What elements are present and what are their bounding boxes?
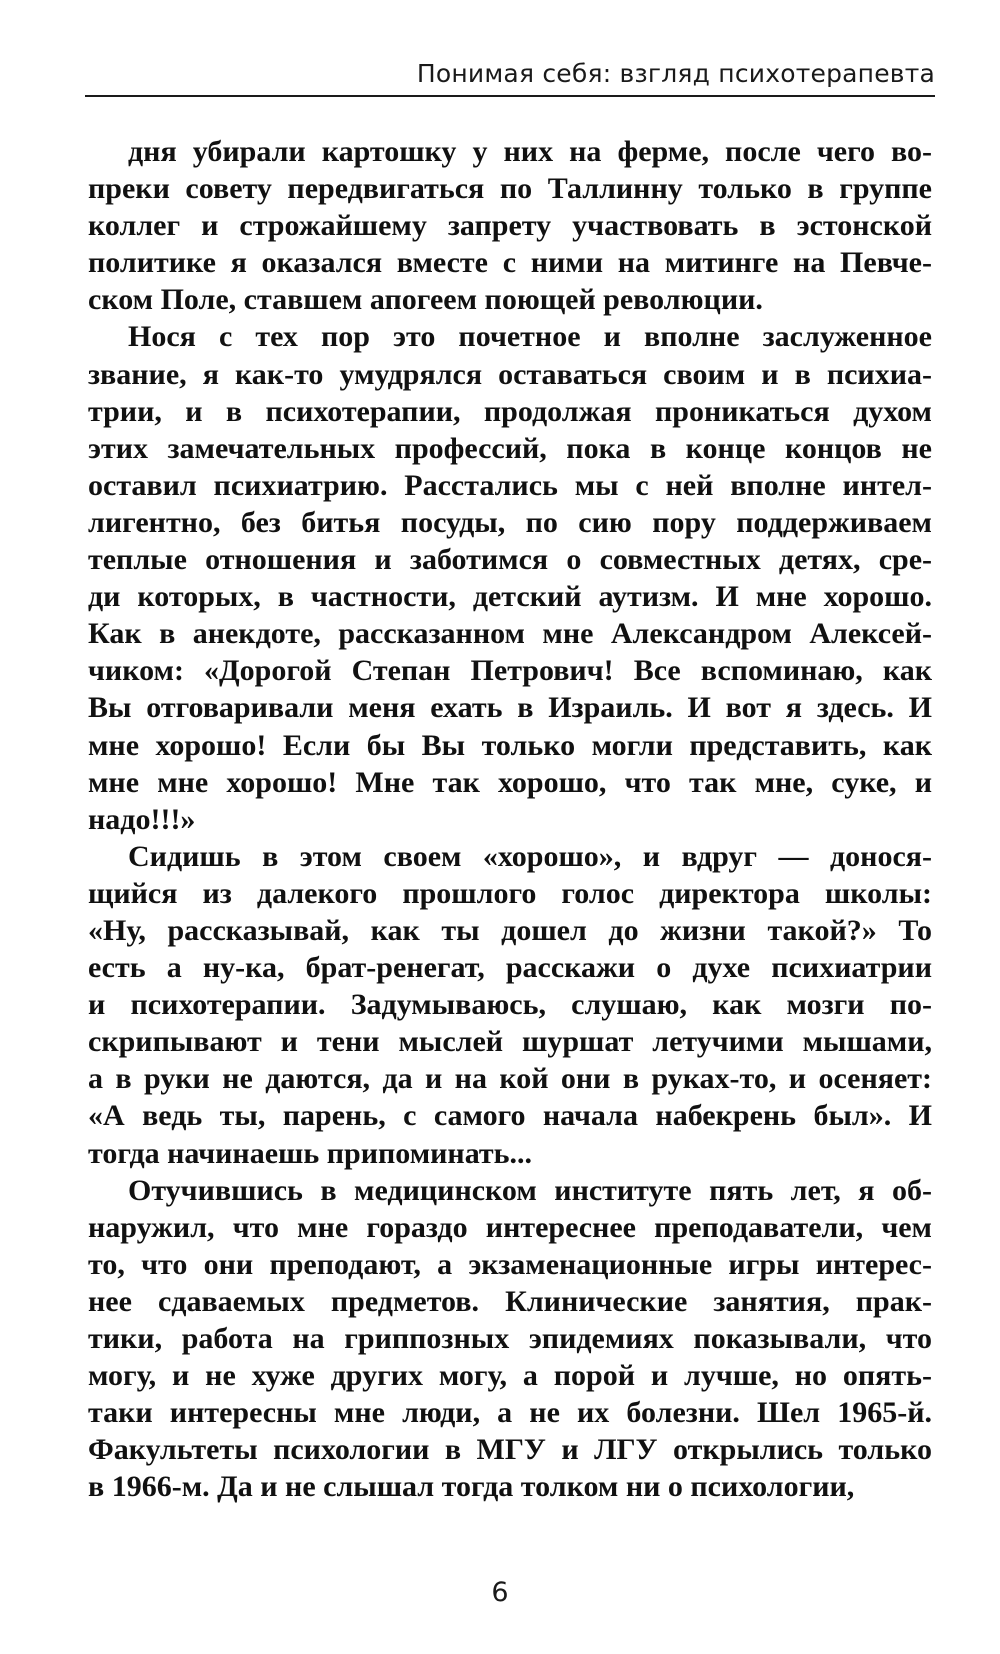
text-line: Сидишь в этом своем «хорошо», и вдруг — донося-: [128, 839, 932, 873]
text-line: дня убирали картошку у них на ферме, после чего во-: [128, 135, 932, 168]
text-line: в 1966-м. Да и не слышал тогда толком ни о психологии,: [88, 1470, 855, 1504]
text-line: оставил психиатрию. Расстались мы с ней вполне интел-: [88, 468, 932, 502]
text-line: чиком: «Дорогой Степан Петрович! Все вспоминаю, как: [88, 654, 932, 688]
text-line: теплые отношения и заботимся о совместных детях, сре-: [88, 543, 932, 577]
text-line: мне мне хорошо! Мне так хорошо, что так мне, суке, и: [88, 765, 932, 799]
running-header: Понимая себя: взгляд психотерапевта: [416, 59, 935, 88]
text-line: лигентно, без битья посуды, по сию пору поддерживаем: [88, 505, 932, 539]
text-line: надо!!!»: [88, 802, 196, 836]
text-line: «Ну, рассказывай, как ты дошел до жизни такой?» То: [88, 913, 932, 947]
body-text: [88, 133, 932, 1505]
paragraph: [88, 318, 932, 837]
text-line: Факультеты психологии в МГУ и ЛГУ открылись только: [88, 1433, 932, 1467]
text-line: этих замечательных профессий, пока в конце концов не: [88, 431, 932, 465]
text-line: нее сдаваемых предметов. Клинические занятия, прак-: [88, 1284, 932, 1318]
text-line: наружил, что мне гораздо интереснее преподаватели, чем: [88, 1210, 932, 1244]
text-line: и психотерапии. Задумываюсь, слушаю, как мозги по-: [88, 988, 932, 1022]
text-line: тики, работа на гриппозных эпидемиях показывали, что: [88, 1322, 932, 1355]
text-line: коллег и строжайшему запрету участвовать в эстонской: [88, 209, 932, 243]
text-line: звание, я как-то умудрялся оставаться своим и в психиа-: [88, 357, 932, 391]
header-rule: [85, 95, 935, 97]
text-line: преки совету передвигаться по Таллинну только в группе: [88, 172, 932, 206]
text-line: Как в анекдоте, рассказанном мне Александром Алексей-: [88, 617, 932, 651]
text-line: Отучившись в медицинском институте пять лет, я об-: [128, 1173, 932, 1207]
text-line: ди которых, в частности, детский аутизм. И мне хорошо.: [88, 580, 932, 614]
text-line: щийся из далекого прошлого голос директора школы:: [88, 876, 932, 910]
page-number: 6: [491, 1577, 509, 1608]
text-line: таки интересны мне люди, а не их болезни. Шел 1965-й.: [88, 1396, 932, 1430]
text-line: политике я оказался вместе с ними на митинге на Певче-: [88, 246, 932, 280]
text-line: то, что они преподают, а экзаменационные игры интерес-: [88, 1247, 932, 1281]
text-line: скрипывают и тени мыслей шуршат летучими мышами,: [88, 1025, 932, 1059]
text-line: трии, и в психотерапии, продолжая проникаться духом: [88, 394, 932, 428]
text-line: есть а ну-ка, брат-ренегат, расскажи о духе психиатрии: [88, 951, 932, 985]
text-line: Вы отговаривали меня ехать в Израиль. И вот я здесь. И: [88, 691, 932, 725]
text-line: Нося с тех пор это почетное и вполне заслуженное: [128, 320, 932, 354]
paragraph: [88, 1172, 932, 1506]
text-line: тогда начинаешь припоминать...: [88, 1136, 533, 1170]
paragraph: [88, 133, 932, 318]
text-line: мне хорошо! Если бы Вы только могли представить, как: [88, 728, 932, 762]
text-line: «А ведь ты, парень, с самого начала набекрень был». И: [88, 1099, 932, 1133]
text-line: а в руки не даются, да и на кой они в руках-то, и осеняет:: [88, 1062, 932, 1096]
paragraph: [88, 838, 932, 1172]
text-line: ском Поле, ставшем апогеем поющей революции.: [88, 283, 763, 317]
text-line: могу, и не хуже других могу, а порой и лучше, но опять-: [88, 1359, 932, 1393]
